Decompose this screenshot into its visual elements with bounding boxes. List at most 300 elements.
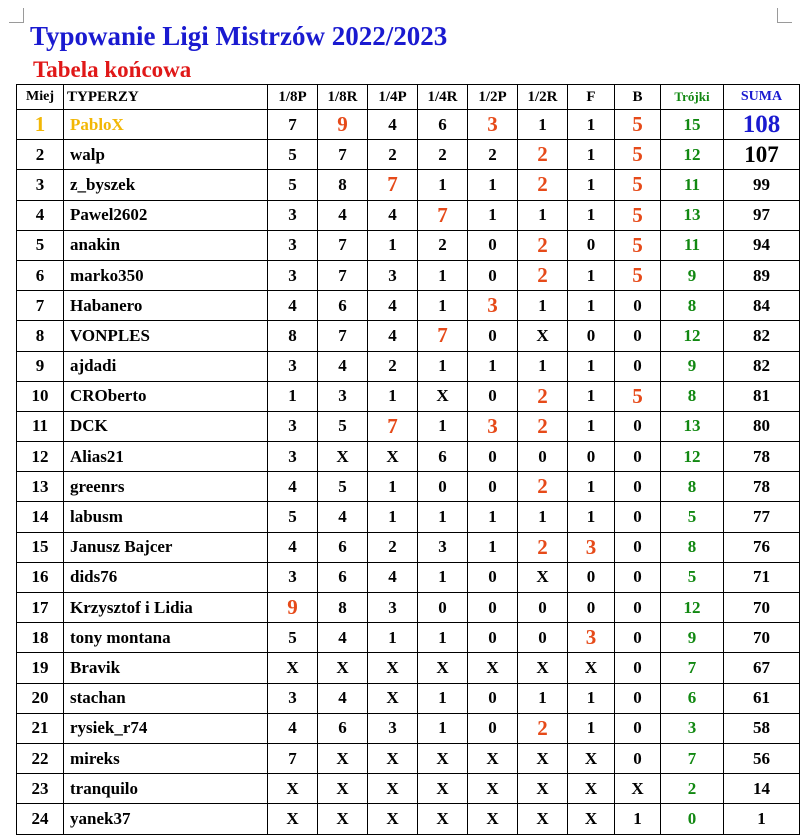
trojki-cell: 8 (661, 532, 724, 562)
score-cell: 2 (418, 230, 468, 260)
score-cell: 3 (568, 532, 615, 562)
score-cell: 2 (518, 411, 568, 441)
score-cell: 1 (568, 170, 615, 200)
table-row (17, 804, 800, 834)
total-cell: 1 (724, 804, 800, 834)
score-cell: 0 (468, 713, 518, 743)
score-cell: 4 (268, 291, 318, 321)
total-cell: 70 (724, 623, 800, 653)
score-cell: 0 (615, 683, 661, 713)
score-cell: X (468, 653, 518, 683)
score-cell: 4 (368, 291, 418, 321)
score-cell: X (418, 774, 468, 804)
table-row (17, 562, 800, 592)
score-cell: 0 (615, 743, 661, 773)
total-cell: 78 (724, 472, 800, 502)
score-cell: X (368, 804, 418, 834)
table-row (17, 713, 800, 743)
score-cell: X (418, 381, 468, 411)
score-cell: 1 (418, 562, 468, 592)
score-cell: 1 (368, 472, 418, 502)
score-cell: 3 (268, 442, 318, 472)
trojki-cell: 5 (661, 562, 724, 592)
score-cell: 9 (268, 593, 318, 623)
score-cell: 1 (368, 502, 418, 532)
score-cell: 2 (468, 140, 518, 170)
score-cell: 5 (268, 502, 318, 532)
score-cell: 3 (368, 593, 418, 623)
score-cell: 0 (518, 623, 568, 653)
score-cell: 2 (518, 472, 568, 502)
table-row (17, 472, 800, 502)
player-name-cell: DCK (64, 411, 268, 441)
score-cell: 1 (568, 351, 615, 381)
score-cell: X (568, 774, 615, 804)
player-name-cell: dids76 (64, 562, 268, 592)
player-name-cell: anakin (64, 230, 268, 260)
player-name-cell: ajdadi (64, 351, 268, 381)
trojki-cell: 12 (661, 593, 724, 623)
rank-cell: 5 (17, 230, 64, 260)
table-row (17, 532, 800, 562)
trojki-cell: 11 (661, 170, 724, 200)
header-cell: 1/4P (368, 85, 418, 110)
score-cell: 1 (568, 472, 615, 502)
trojki-cell: 12 (661, 140, 724, 170)
table-row (17, 140, 800, 170)
rank-cell: 2 (17, 140, 64, 170)
score-cell: 4 (318, 351, 368, 381)
player-name-cell: greenrs (64, 472, 268, 502)
total-cell: 58 (724, 713, 800, 743)
rank-cell: 21 (17, 713, 64, 743)
score-cell: 6 (318, 532, 368, 562)
score-cell: 1 (518, 110, 568, 140)
score-cell: 2 (518, 713, 568, 743)
rank-cell: 14 (17, 502, 64, 532)
rank-cell: 15 (17, 532, 64, 562)
score-cell: 8 (318, 170, 368, 200)
table-row (17, 502, 800, 532)
trojki-cell: 0 (661, 804, 724, 834)
score-cell: 0 (568, 442, 615, 472)
header-cell: 1/2R (518, 85, 568, 110)
score-cell: 1 (368, 623, 418, 653)
page-corner-left-mark (9, 8, 24, 23)
score-cell: 4 (318, 502, 368, 532)
score-cell: 3 (268, 562, 318, 592)
header-row (17, 85, 800, 110)
score-cell: 2 (518, 260, 568, 290)
player-name-cell: marko350 (64, 260, 268, 290)
total-cell: 84 (724, 291, 800, 321)
score-cell: 3 (418, 532, 468, 562)
player-name-cell: labusm (64, 502, 268, 532)
score-cell: 4 (318, 200, 368, 230)
score-cell: 0 (615, 593, 661, 623)
score-cell: 1 (368, 230, 418, 260)
score-cell: 0 (615, 321, 661, 351)
player-name-cell: z_byszek (64, 170, 268, 200)
player-name-cell: stachan (64, 683, 268, 713)
score-cell: X (468, 774, 518, 804)
score-cell: 0 (615, 713, 661, 743)
score-cell: X (318, 804, 368, 834)
header-cell: 1/8R (318, 85, 368, 110)
total-cell: 89 (724, 260, 800, 290)
score-cell: 1 (418, 683, 468, 713)
score-cell: 1 (568, 200, 615, 230)
trojki-cell: 2 (661, 774, 724, 804)
score-cell: 0 (418, 472, 468, 502)
score-cell: 0 (468, 562, 518, 592)
header-cell: 1/2P (468, 85, 518, 110)
score-cell: 0 (615, 291, 661, 321)
score-cell: 5 (615, 200, 661, 230)
rank-cell: 8 (17, 321, 64, 351)
trojki-cell: 13 (661, 411, 724, 441)
score-cell: 0 (615, 532, 661, 562)
score-cell: 3 (318, 381, 368, 411)
score-cell: 0 (615, 411, 661, 441)
score-cell: X (318, 442, 368, 472)
table-row (17, 200, 800, 230)
score-cell: 1 (418, 713, 468, 743)
score-cell: 1 (468, 351, 518, 381)
table-row (17, 442, 800, 472)
score-cell: 1 (418, 260, 468, 290)
table-row (17, 774, 800, 804)
table-row (17, 351, 800, 381)
total-cell: 97 (724, 200, 800, 230)
score-cell: 4 (318, 683, 368, 713)
score-cell: 1 (615, 804, 661, 834)
trojki-cell: 12 (661, 442, 724, 472)
score-cell: 0 (615, 442, 661, 472)
score-cell: X (568, 743, 615, 773)
trojki-cell: 9 (661, 260, 724, 290)
score-cell: 4 (268, 472, 318, 502)
score-cell: 2 (368, 532, 418, 562)
player-name-cell: rysiek_r74 (64, 713, 268, 743)
header-cell: 1/8P (268, 85, 318, 110)
score-cell: 3 (268, 260, 318, 290)
rank-cell: 1 (17, 110, 64, 140)
total-cell: 78 (724, 442, 800, 472)
score-cell: X (368, 442, 418, 472)
score-cell: 5 (318, 472, 368, 502)
score-cell: 3 (368, 260, 418, 290)
score-cell: 0 (568, 321, 615, 351)
total-cell: 80 (724, 411, 800, 441)
score-cell: 3 (268, 351, 318, 381)
score-cell: 1 (418, 623, 468, 653)
score-cell: 1 (568, 110, 615, 140)
score-cell: 3 (268, 200, 318, 230)
score-cell: 0 (468, 321, 518, 351)
trojki-cell: 8 (661, 381, 724, 411)
table-row (17, 110, 800, 140)
score-cell: 0 (468, 593, 518, 623)
trojki-cell: 11 (661, 230, 724, 260)
score-cell: 1 (468, 502, 518, 532)
score-cell: 2 (418, 140, 468, 170)
score-cell: 4 (368, 562, 418, 592)
trojki-cell: 7 (661, 743, 724, 773)
score-cell: 0 (468, 472, 518, 502)
score-cell: 5 (615, 381, 661, 411)
page-corner-right-mark (777, 8, 792, 23)
score-cell: 1 (468, 200, 518, 230)
score-cell: X (518, 804, 568, 834)
score-cell: 2 (518, 140, 568, 170)
table-row (17, 623, 800, 653)
score-cell: 1 (418, 351, 468, 381)
score-cell: 5 (268, 170, 318, 200)
header-cell: TYPERZY (64, 85, 268, 110)
score-cell: X (518, 321, 568, 351)
rank-cell: 24 (17, 804, 64, 834)
total-cell: 56 (724, 743, 800, 773)
total-cell: 82 (724, 351, 800, 381)
table-row (17, 653, 800, 683)
score-cell: 2 (368, 140, 418, 170)
score-cell: 1 (568, 140, 615, 170)
score-cell: 4 (368, 321, 418, 351)
score-cell: 7 (418, 200, 468, 230)
score-cell: X (418, 743, 468, 773)
total-cell: 108 (724, 110, 800, 140)
score-cell: X (418, 653, 468, 683)
rank-cell: 6 (17, 260, 64, 290)
score-cell: 7 (368, 411, 418, 441)
score-cell: 1 (468, 170, 518, 200)
score-cell: 1 (568, 381, 615, 411)
player-name-cell: mireks (64, 743, 268, 773)
score-cell: 6 (418, 110, 468, 140)
score-cell: 0 (418, 593, 468, 623)
rank-cell: 18 (17, 623, 64, 653)
score-cell: 1 (568, 502, 615, 532)
header-cell: B (615, 85, 661, 110)
header-cell: SUMA (724, 85, 800, 110)
rank-cell: 20 (17, 683, 64, 713)
score-cell: 0 (518, 442, 568, 472)
score-cell: 0 (568, 230, 615, 260)
score-cell: X (615, 774, 661, 804)
rank-cell: 9 (17, 351, 64, 381)
score-cell: 3 (468, 110, 518, 140)
score-cell: 4 (368, 110, 418, 140)
score-cell: X (518, 743, 568, 773)
player-name-cell: Krzysztof i Lidia (64, 593, 268, 623)
score-cell: 0 (615, 653, 661, 683)
score-cell: 0 (468, 230, 518, 260)
player-name-cell: PabloX (64, 110, 268, 140)
trojki-cell: 13 (661, 200, 724, 230)
score-cell: 1 (418, 291, 468, 321)
score-cell: 5 (615, 260, 661, 290)
score-cell: 3 (468, 291, 518, 321)
score-cell: 1 (418, 170, 468, 200)
score-cell: 0 (568, 593, 615, 623)
score-cell: X (468, 804, 518, 834)
total-cell: 71 (724, 562, 800, 592)
rank-cell: 19 (17, 653, 64, 683)
score-cell: 3 (368, 713, 418, 743)
score-cell: 1 (568, 683, 615, 713)
score-cell: 0 (518, 593, 568, 623)
score-cell: X (368, 774, 418, 804)
total-cell: 99 (724, 170, 800, 200)
score-cell: 3 (468, 411, 518, 441)
score-cell: 8 (318, 593, 368, 623)
score-cell: 4 (268, 713, 318, 743)
trojki-cell: 5 (661, 502, 724, 532)
score-cell: 1 (518, 200, 568, 230)
total-cell: 82 (724, 321, 800, 351)
rank-cell: 23 (17, 774, 64, 804)
rank-cell: 22 (17, 743, 64, 773)
score-cell: X (418, 804, 468, 834)
score-cell: 4 (318, 623, 368, 653)
rank-cell: 3 (17, 170, 64, 200)
score-cell: X (568, 653, 615, 683)
total-cell: 107 (724, 140, 800, 170)
score-cell: X (318, 743, 368, 773)
total-cell: 81 (724, 381, 800, 411)
score-cell: 3 (568, 623, 615, 653)
score-cell: X (368, 653, 418, 683)
score-cell: 0 (615, 623, 661, 653)
table-row (17, 170, 800, 200)
score-cell: 3 (268, 230, 318, 260)
score-cell: 7 (368, 170, 418, 200)
header-cell: Miej (17, 85, 64, 110)
table-row (17, 381, 800, 411)
score-cell: 5 (615, 110, 661, 140)
score-cell: X (268, 653, 318, 683)
score-cell: 7 (318, 230, 368, 260)
score-cell: X (518, 653, 568, 683)
score-cell: 0 (468, 623, 518, 653)
header-cell: Trójki (661, 85, 724, 110)
score-cell: 1 (468, 532, 518, 562)
score-cell: 0 (615, 351, 661, 381)
score-cell: 5 (615, 140, 661, 170)
table-row (17, 321, 800, 351)
score-cell: 1 (268, 381, 318, 411)
player-name-cell: yanek37 (64, 804, 268, 834)
rank-cell: 4 (17, 200, 64, 230)
page-subtitle: Tabela końcowa (33, 57, 192, 82)
score-cell: 1 (518, 502, 568, 532)
score-cell: 5 (615, 230, 661, 260)
rank-cell: 10 (17, 381, 64, 411)
score-cell: X (468, 743, 518, 773)
score-cell: 6 (318, 291, 368, 321)
rank-cell: 17 (17, 593, 64, 623)
trojki-cell: 3 (661, 713, 724, 743)
score-cell: X (268, 774, 318, 804)
total-cell: 61 (724, 683, 800, 713)
score-cell: X (318, 774, 368, 804)
table-row (17, 260, 800, 290)
player-name-cell: Habanero (64, 291, 268, 321)
score-cell: 9 (318, 110, 368, 140)
trojki-cell: 8 (661, 472, 724, 502)
score-cell: 5 (318, 411, 368, 441)
header-cell: F (568, 85, 615, 110)
player-name-cell: tranquilo (64, 774, 268, 804)
score-cell: 0 (615, 562, 661, 592)
table-row (17, 593, 800, 623)
score-cell: 0 (468, 442, 518, 472)
total-cell: 94 (724, 230, 800, 260)
score-cell: 3 (268, 411, 318, 441)
total-cell: 77 (724, 502, 800, 532)
player-name-cell: Pawel2602 (64, 200, 268, 230)
trojki-cell: 12 (661, 321, 724, 351)
player-name-cell: CROberto (64, 381, 268, 411)
total-cell: 76 (724, 532, 800, 562)
player-name-cell: Bravik (64, 653, 268, 683)
standings-table (16, 84, 800, 835)
score-cell: 1 (568, 260, 615, 290)
score-cell: 2 (368, 351, 418, 381)
score-cell: 1 (518, 683, 568, 713)
trojki-cell: 7 (661, 653, 724, 683)
score-cell: 2 (518, 381, 568, 411)
score-cell: 1 (518, 351, 568, 381)
total-cell: 14 (724, 774, 800, 804)
score-cell: X (318, 653, 368, 683)
score-cell: 1 (418, 411, 468, 441)
score-cell: 5 (268, 623, 318, 653)
table-row (17, 230, 800, 260)
score-cell: 0 (468, 260, 518, 290)
trojki-cell: 6 (661, 683, 724, 713)
player-name-cell: VONPLES (64, 321, 268, 351)
rank-cell: 11 (17, 411, 64, 441)
player-name-cell: Janusz Bajcer (64, 532, 268, 562)
score-cell: X (368, 683, 418, 713)
score-cell: 2 (518, 170, 568, 200)
score-cell: X (268, 804, 318, 834)
player-name-cell: Alias21 (64, 442, 268, 472)
trojki-cell: 8 (661, 291, 724, 321)
score-cell: 7 (418, 321, 468, 351)
score-cell: X (518, 562, 568, 592)
score-cell: 1 (568, 411, 615, 441)
score-cell: 2 (518, 532, 568, 562)
header-cell: 1/4R (418, 85, 468, 110)
table-row (17, 683, 800, 713)
score-cell: 0 (468, 683, 518, 713)
score-cell: 7 (268, 743, 318, 773)
score-cell: 4 (368, 200, 418, 230)
rank-cell: 13 (17, 472, 64, 502)
table-row (17, 291, 800, 321)
score-cell: 1 (368, 381, 418, 411)
score-cell: 1 (518, 291, 568, 321)
score-cell: 6 (418, 442, 468, 472)
player-name-cell: walp (64, 140, 268, 170)
score-cell: X (518, 774, 568, 804)
score-cell: 0 (615, 472, 661, 502)
score-cell: 0 (568, 562, 615, 592)
score-cell: 4 (268, 532, 318, 562)
